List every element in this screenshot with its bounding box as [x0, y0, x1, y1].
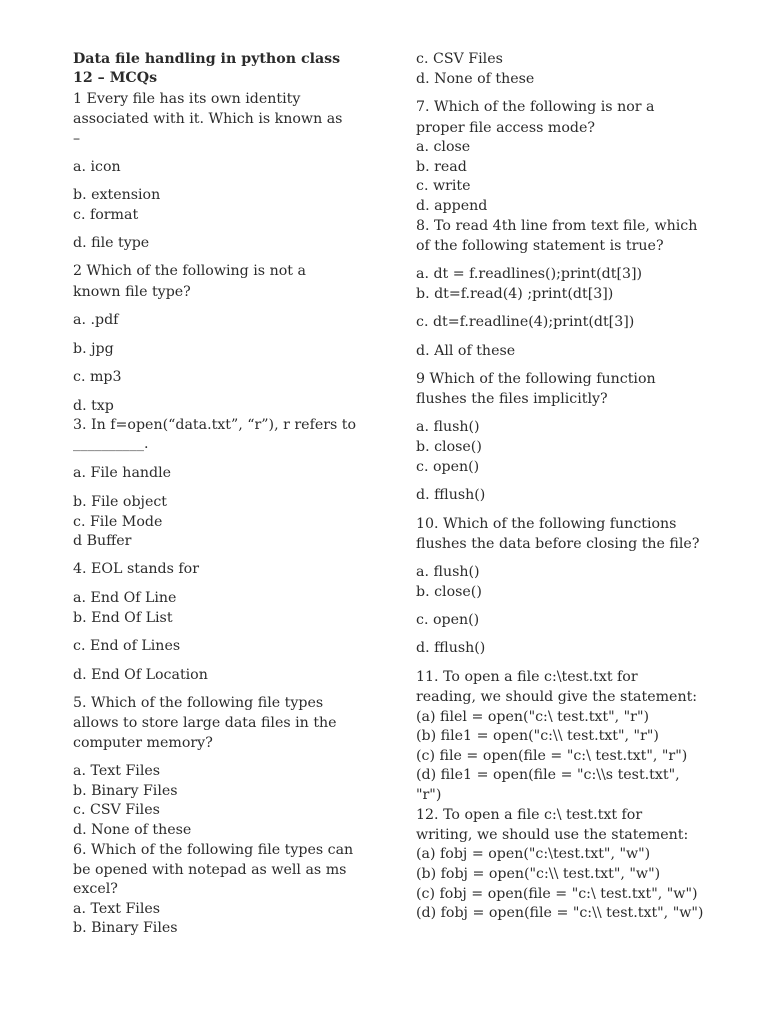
question-9: 9 Which of the following function [416, 371, 656, 387]
question-7-line2: proper file access mode? [416, 120, 595, 136]
question-5-line2: allows to store large data files in the [73, 715, 337, 731]
option: a. flush() [416, 419, 480, 435]
option: d. fflush() [416, 640, 486, 656]
question-10: 10. Which of the following functions [416, 516, 677, 532]
option: c. dt=f.readline(4);print(dt[3]) [416, 314, 635, 330]
option: a. File handle [73, 465, 172, 481]
option: a. Text Files [73, 763, 161, 779]
option: d. All of these [416, 343, 516, 359]
document-title-line2: 12 – MCQs [73, 70, 158, 86]
option: b. Binary Files [73, 920, 178, 936]
question-12-line2: writing, we should use the statement: [416, 827, 689, 843]
question-10-line2: flushes the data before closing the file? [416, 536, 700, 552]
option: d. txp [73, 398, 114, 414]
question-6-line3: excel? [73, 881, 118, 897]
option: c. format [73, 207, 139, 223]
option: (d) fobj = open(file = "c:\\ test.txt", "w") [416, 905, 704, 921]
question-6-line2: be opened with notepad as well as ms [73, 862, 347, 878]
option: d Buffer [73, 533, 132, 549]
option: b. close() [416, 584, 482, 600]
question-1-line3: – [73, 131, 81, 147]
question-6: 6. Which of the following file types can [73, 842, 354, 858]
question-4: 4. EOL stands for [73, 561, 199, 577]
option: d. file type [73, 235, 150, 251]
question-8-line2: of the following statement is true? [416, 238, 664, 254]
option: c. write [416, 178, 471, 194]
question-1: 1 Every file has its own identity [73, 91, 301, 107]
question-7: 7. Which of the following is nor a [416, 99, 655, 115]
option: b. extension [73, 187, 161, 203]
option: a. dt = f.readlines();print(dt[3]) [416, 266, 643, 282]
question-2-line2: known file type? [73, 284, 191, 300]
option: (b) fobj = open("c:\\ test.txt", "w") [416, 866, 661, 882]
option: a. flush() [416, 564, 480, 580]
question-11: 11. To open a file c:\test.txt for [416, 669, 638, 685]
question-12: 12. To open a file c:\ test.txt for [416, 807, 643, 823]
question-3-line2: __________. [73, 436, 149, 452]
question-1-line2: associated with it. Which is known as [73, 111, 343, 127]
option: a. .pdf [73, 312, 119, 328]
option: b. close() [416, 439, 482, 455]
option: (c) file = open(file = "c:\ test.txt", "r") [416, 748, 688, 764]
option: b. File object [73, 494, 167, 510]
option: d. End Of Location [73, 667, 208, 683]
question-3: 3. In f=open(“data.txt”, “r”), r refers to [73, 417, 357, 433]
option: b. jpg [73, 341, 114, 357]
option: d. None of these [416, 71, 535, 87]
option-continued: "r") [416, 787, 442, 803]
option: c. CSV Files [416, 51, 503, 67]
option: (a) fobj = open("c:\test.txt", "w") [416, 846, 651, 862]
question-2: 2 Which of the following is not a [73, 263, 306, 279]
option: d. fflush() [416, 487, 486, 503]
question-11-line2: reading, we should give the statement: [416, 689, 698, 705]
option: a. End Of Line [73, 590, 177, 606]
question-8: 8. To read 4th line from text file, which [416, 218, 698, 234]
option: d. append [416, 198, 488, 214]
question-5: 5. Which of the following file types [73, 695, 324, 711]
option: c. End of Lines [73, 638, 181, 654]
question-9-line2: flushes the files implicitly? [416, 391, 608, 407]
option: (a) filel = open("c:\ test.txt", "r") [416, 709, 650, 725]
option: a. icon [73, 159, 121, 175]
option: b. read [416, 159, 467, 175]
option: (b) file1 = open("c:\\ test.txt", "r") [416, 728, 659, 744]
option: c. File Mode [73, 514, 163, 530]
option: c. open() [416, 612, 480, 628]
option: b. dt=f.read(4) ;print(dt[3]) [416, 286, 614, 302]
option: b. End Of List [73, 610, 173, 626]
option: (c) fobj = open(file = "c:\ test.txt", "w") [416, 886, 698, 902]
option: b. Binary Files [73, 783, 178, 799]
document-title: Data file handling in python class [73, 51, 341, 67]
option: (d) file1 = open(file = "c:\\s test.txt", [416, 767, 680, 783]
option: a. Text Files [73, 901, 161, 917]
option: c. open() [416, 459, 480, 475]
option: d. None of these [73, 822, 192, 838]
option: c. mp3 [73, 369, 122, 385]
option: c. CSV Files [73, 802, 160, 818]
question-5-line3: computer memory? [73, 735, 213, 751]
option: a. close [416, 139, 471, 155]
